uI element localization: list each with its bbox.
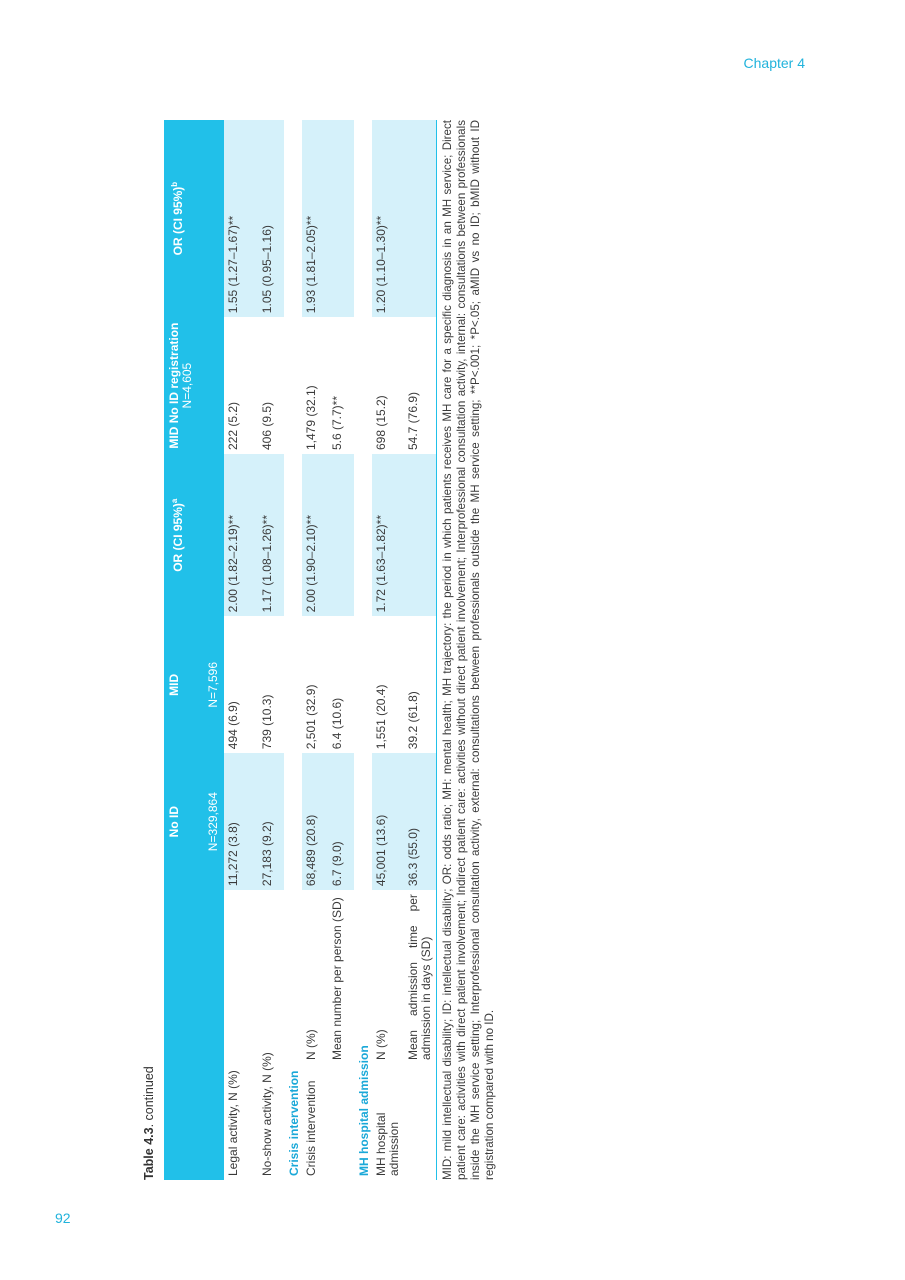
- cell-noid: 68,489 (20.8): [302, 753, 328, 890]
- row-sublabel: Mean number per person (SD): [330, 897, 344, 1061]
- cell-or-b: 1.05 (0.95–1.16): [258, 120, 284, 317]
- row-sublabel: Mean admission time per admission in days (SD): [404, 890, 437, 1064]
- cell-or-b: 1.20 (1.10–1.30)**: [372, 120, 404, 317]
- row-sublabel: N (%): [374, 1029, 388, 1061]
- cell-mid-noid: 1,479 (32.1): [304, 385, 318, 451]
- row-label: Legal activity, N (%): [226, 1070, 240, 1176]
- cell-noid: 27,183 (9.2): [258, 753, 284, 890]
- header-blank-2: [164, 890, 224, 1064]
- cell-mid: 2,501 (32.9): [304, 684, 318, 750]
- cell-mid-noid: 698 (15.2): [374, 395, 388, 451]
- cell-noid: 45,001 (13.6): [372, 753, 404, 890]
- section-title-crisis: Crisis intervention: [287, 1070, 301, 1176]
- table-caption-suffix: . continued: [142, 1066, 156, 1128]
- table-row: [404, 120, 437, 1180]
- cell-noid: 36.3 (55.0): [404, 753, 437, 890]
- header-mid-n: N=7,596: [206, 661, 220, 708]
- cell-mid: 1,551 (20.4): [374, 684, 388, 750]
- header-blank: [164, 1064, 224, 1180]
- table-label: Table 4.3: [142, 1127, 156, 1180]
- table-row: [328, 120, 354, 1180]
- cell-mid-noid: 54.7 (76.9): [404, 317, 437, 454]
- cell-or-a: 1.17 (1.08–1.26)**: [258, 454, 284, 616]
- cell-mid-noid: 222 (5.2): [226, 402, 240, 451]
- header-noid-n: N=329,864: [206, 792, 220, 852]
- cell-mid: 739 (10.3): [260, 694, 274, 750]
- header-or-a: OR (CI 95%)$^a$: [164, 454, 224, 616]
- section-row: [354, 120, 372, 1180]
- row-label: No-show activity, N (%): [260, 1052, 274, 1176]
- table-row: [302, 120, 328, 1180]
- cell-or-a: 2.00 (1.90–2.10)**: [302, 454, 328, 616]
- section-row: [284, 120, 302, 1180]
- cell-or-b: 1.55 (1.27–1.67)**: [224, 120, 250, 317]
- rotated-table-area: [140, 60, 560, 1180]
- header-mid: MID N=7,596: [164, 616, 224, 753]
- header-noid: No ID N=329,864: [164, 753, 224, 890]
- page-number: 92: [55, 1210, 71, 1226]
- chapter-header: Chapter 4: [743, 55, 805, 71]
- cell-mid-noid: 5.6 (7.7)**: [330, 396, 344, 451]
- cell-or-a: 2.00 (1.82–2.19)**: [224, 454, 250, 616]
- cell-noid: 6.7 (9.0): [328, 753, 354, 890]
- results-table: [164, 120, 437, 1180]
- header-mid-noid-n: N=4,605: [180, 362, 194, 409]
- table-row: [372, 120, 404, 1180]
- table-caption: [140, 60, 158, 1180]
- table-header-row: [164, 120, 224, 1180]
- header-mid-noid: MID No ID registration N=4,605: [164, 317, 224, 454]
- cell-or-a: 1.72 (1.63–1.82)**: [372, 454, 404, 616]
- header-or-b: OR (CI 95%)$^b$: [164, 120, 224, 317]
- table-row: [224, 120, 250, 1180]
- cell-mid: 6.4 (10.6): [330, 697, 344, 750]
- section-title-mh: MH hospital admission: [357, 1045, 371, 1176]
- cell-mid: 39.2 (61.8): [404, 616, 437, 753]
- row-label: MH hospital admission: [374, 1112, 401, 1176]
- cell-noid: 11,272 (3.8): [224, 753, 250, 890]
- cell-mid: 494 (6.9): [226, 701, 240, 750]
- table-row: [258, 120, 284, 1180]
- row-label: Crisis intervention: [304, 1080, 318, 1176]
- cell-or-b: 1.93 (1.81–2.05)**: [302, 120, 328, 317]
- cell-mid-noid: 406 (9.5): [260, 402, 274, 451]
- table-footnote: MID: mild intellectual disability; ID: intellectual disability; OR: odds ratio; MH: mental health; MH trajectory: the period in which patients receives MH care for a specific diagnosis in an MH service; Direct patient care: activities with direct patient involvement; Indirect patient care: activities without direct patient involvement; Interprofessional consultation activity, internal: consultations between professionals inside the MH service setting; Interprofessional consultation activity, external: consultations between professionals outside the MH service setting; **P<.001; *P<.05; aMID vs no ID; bMID without ID registration compared with no ID.: [441, 120, 496, 1180]
- row-sublabel: N (%): [304, 1029, 318, 1061]
